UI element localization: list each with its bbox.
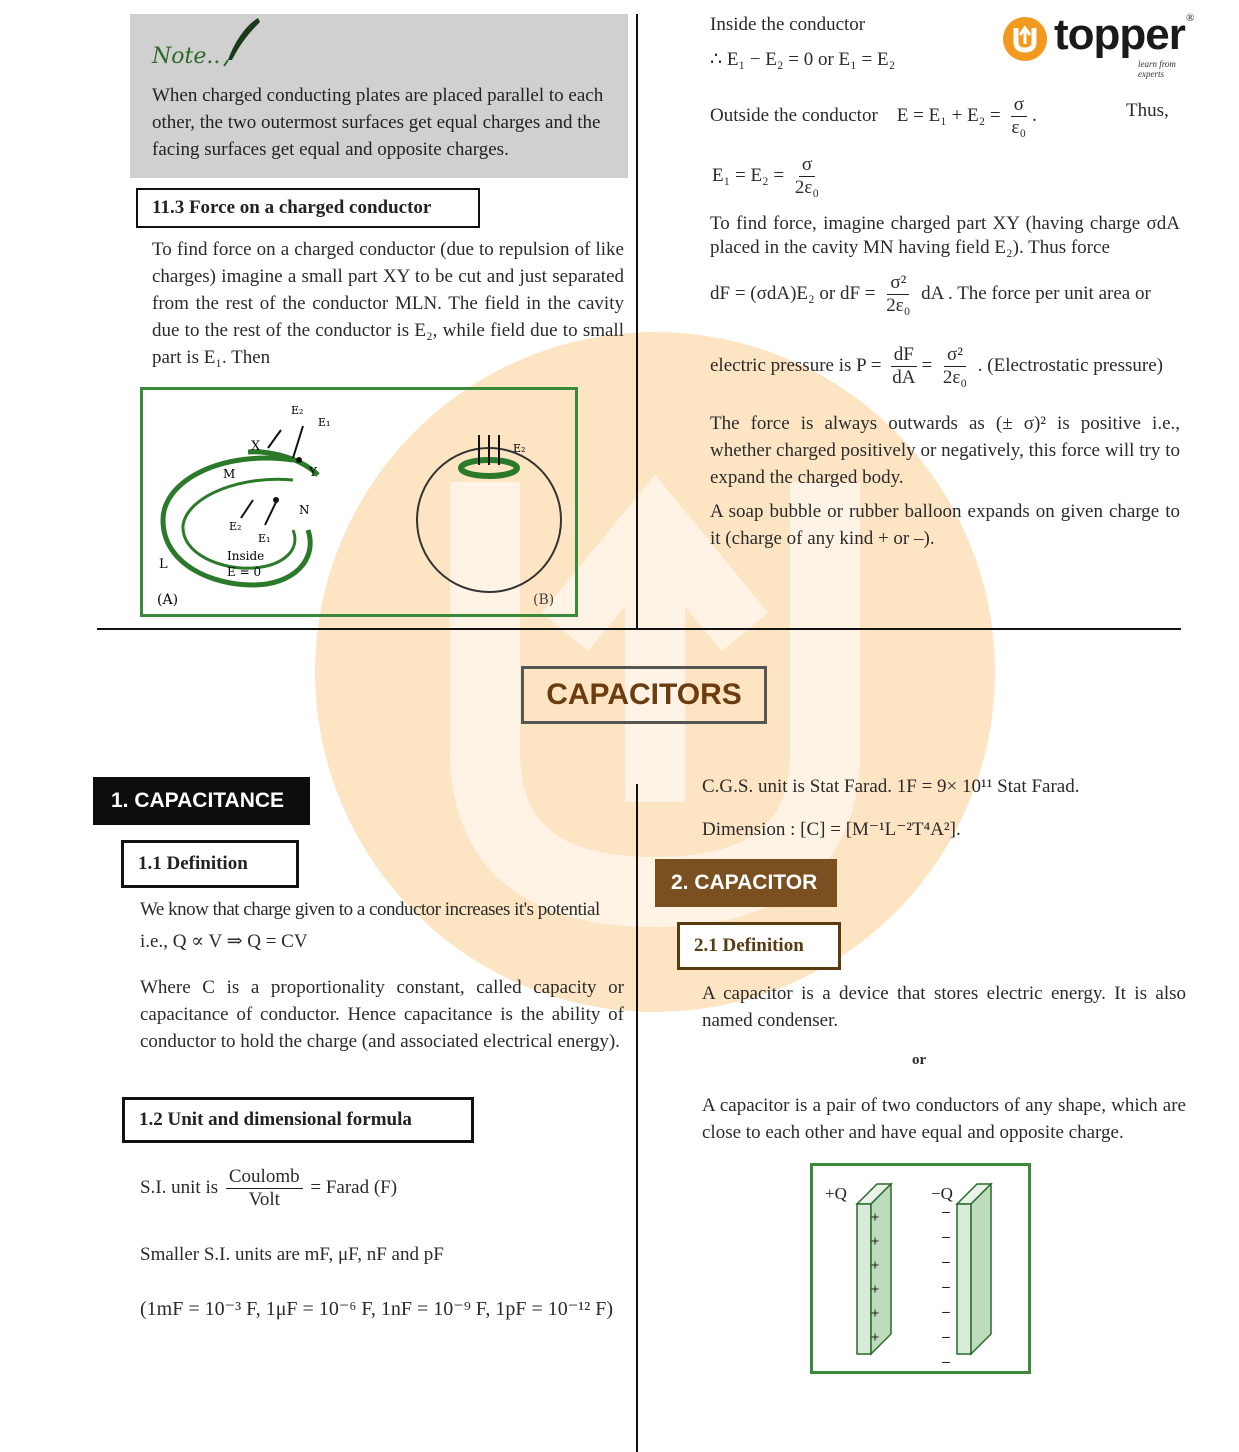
pressure-frac1-num: dF [891, 344, 917, 367]
label-e2-top: E₂ [291, 404, 304, 417]
column-divider-bottom [636, 784, 638, 1452]
label-e1-top: E₁ [318, 416, 331, 429]
label-y: Y [309, 465, 317, 479]
section-divider [97, 628, 1181, 630]
si-unit-equation [140, 1166, 397, 1211]
unit-heading-1-2: 1.2 Unit and dimensional formula [122, 1097, 474, 1143]
capacitor-def-para2: A capacitor is a pair of two conductors of any shape, which are close to each other and have equal and opposite charge. [702, 1095, 1186, 1143]
pressure-equation: electric pressure is P = $\frac{dF}{dA}$ = $\frac{\text{σ²}}{\text{2ε₀}}$ . (Electrostatic pressure) [710, 344, 1163, 388]
plus-q-label: +Q [825, 1184, 847, 1203]
df-frac-num: σ² [887, 272, 909, 295]
outside-conductor-line: Outside the conductor E = E₁ + E₂ = $\frac{\sigma}{\text{ε₀}}$ . [710, 94, 1037, 138]
definition-heading-1-1: 1.1 Definition [121, 840, 299, 888]
label-inside: Inside [227, 549, 265, 563]
figure-label-b: (B) [533, 592, 555, 608]
outside-frac-num: σ [1011, 94, 1027, 117]
label-m: M [223, 467, 236, 481]
pressure-frac2-den: 2ε₀ [942, 367, 968, 388]
df-rhs: dA . The force per unit area or [921, 282, 1151, 304]
capacitance-def-para2: Where C is a proportionality constant, called capacity or capacitance of conductor. Hence capacitance is the ability of conductor to hold the charge (and associated electrical energy). [140, 977, 624, 1052]
inside-conductor-equation: ∴ E₁ − E₂ = 0 or E₁ = E₂ [710, 49, 896, 70]
smaller-units-text: Smaller S.I. units are mF, μF, nF and pF [140, 1244, 444, 1265]
section-heading-force: 11.3 Force on a charged conductor [136, 188, 480, 228]
label-x: X [251, 439, 261, 454]
capacitance-def-equation: i.e., Q ∝ V ⇒ Q = CV [140, 931, 308, 952]
capacitor-figure [810, 1163, 1031, 1374]
bubble-paragraph: A soap bubble or rubber balloon expands on given charge to it (charge of any kind + or –). [710, 501, 1180, 549]
registered-mark: ® [1186, 12, 1195, 24]
e1e2-frac-den: 2ε₀ [794, 177, 819, 198]
label-e1-inner: E₁ [258, 532, 271, 545]
conductor-figure [140, 387, 578, 617]
e1-e2-equation [712, 154, 825, 199]
si-unit-label: S.I. unit is [140, 1176, 219, 1198]
note-box [130, 14, 628, 178]
figure-label-a: (A) [157, 592, 179, 608]
e1e2-frac-num: σ [799, 154, 815, 177]
definition-heading-2-1: 2.1 Definition [677, 922, 841, 970]
capacitance-heading: 1. CAPACITANCE [93, 777, 310, 825]
topper-logo-icon [1002, 16, 1048, 62]
label-e-zero: E = 0 [227, 565, 262, 579]
outwards-paragraph: The force is always outwards as (± σ)² is positive i.e., whether charged positively or negatively, this force will try to expand the charged body. [710, 413, 1180, 488]
logo-tagline: learn from experts [1138, 59, 1176, 79]
positive-charges: + + + + + + [870, 1210, 880, 1346]
outside-equation: E = E₁ + E₂ = [896, 104, 1001, 126]
conductor-diagram [143, 390, 575, 614]
capacitor-heading: 2. CAPACITOR [655, 859, 837, 907]
units-conversion-equation: (1mF = 10⁻³ F, 1μF = 10⁻⁶ F, 1nF = 10⁻⁹ F, 1pF = 10⁻¹² F) [140, 1298, 614, 1320]
column-divider-top [636, 14, 638, 628]
outside-label: Outside the conductor [710, 104, 878, 126]
pressure-frac1-den: dA [892, 367, 916, 388]
df-equation [710, 272, 1151, 317]
e1e2-lhs: E₁ = E₂ = [712, 164, 785, 186]
si-frac-den: Volt [248, 1189, 280, 1210]
force-find-paragraph: To find force, imagine charged part XY (having charge σdA placed in the cavity MN having field E₂). Thus force [710, 213, 1180, 258]
force-intro-paragraph: To find force on a charged conductor (due to repulsion of like charges) imagine a small part XY to be cut and just separated from the rest of the conductor MLN. The field in the cavity due to the rest of the conductor is E₂, while field due to small part is E₁. Then [152, 239, 624, 368]
label-n: N [299, 503, 310, 517]
label-e2-sphere: E₂ [513, 442, 526, 455]
capacitance-def-para1: We know that charge given to a conductor increases it's potential [140, 899, 600, 920]
label-e2-inner: E₂ [229, 520, 242, 533]
pressure-frac2-num: σ² [944, 344, 966, 367]
df-frac-den: 2ε₀ [886, 295, 911, 316]
or-text: or [912, 1052, 927, 1068]
pressure-note: . (Electrostatic pressure) [977, 354, 1163, 376]
outside-frac-den: ε₀ [1011, 117, 1027, 138]
pressure-label: electric pressure is P = [710, 354, 882, 376]
negative-charges: – – – – – – – [942, 1204, 950, 1370]
capacitors-title: CAPACITORS [521, 666, 767, 724]
note-text: When charged conducting plates are placed parallel to each other, the two outermost surfaces get equal charges and the facing surfaces get equal and opposite charges. [152, 85, 604, 160]
si-frac-num: Coulomb [226, 1166, 303, 1189]
logo-text: topper [1054, 10, 1185, 59]
minus-q-label: −Q [931, 1184, 953, 1203]
note-title: Note.. [152, 44, 221, 69]
farad-label: = Farad (F) [310, 1176, 398, 1198]
thus-label: Thus, [1126, 100, 1169, 121]
cgs-unit-text: C.G.S. unit is Stat Farad. 1F = 9× 10¹¹ Stat Farad. [702, 776, 1080, 797]
dimension-text: Dimension : [C] = [M⁻¹L⁻²T⁴A²]. [702, 819, 961, 840]
capacitor-def-para1: A capacitor is a device that stores electric energy. It is also named condenser. [702, 983, 1186, 1031]
quill-pen-icon [218, 16, 264, 68]
inside-conductor-label: Inside the conductor [710, 14, 866, 35]
df-lhs: dF = (σdA)E₂ or dF = [710, 282, 876, 304]
label-l: L [159, 557, 168, 572]
